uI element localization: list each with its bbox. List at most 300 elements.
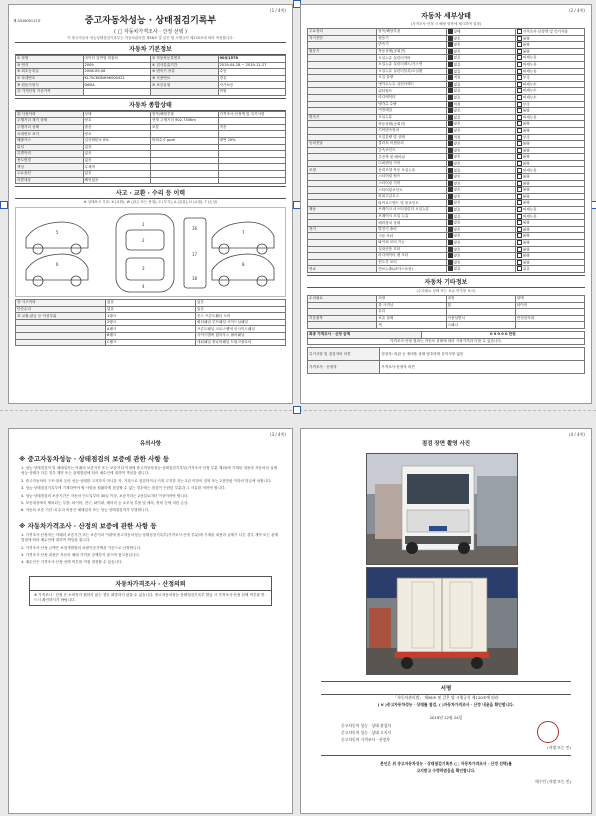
table-row (308, 213, 585, 220)
table-cell: 변속기 (377, 42, 446, 49)
table-cell: 변속기 (308, 114, 377, 121)
table-cell: 양호 (83, 131, 151, 138)
checkbox-icon (517, 220, 522, 225)
table-row (308, 55, 585, 62)
table-row (308, 88, 585, 95)
checkbox-icon (517, 49, 522, 54)
table-cell: 불량 (515, 253, 584, 260)
symbol-note: ※ 상태표시 부호: X (교환), W (판금 또는 용접), C (부식), A (흠집), U (요철), T (손상) (83, 200, 218, 205)
section-basic-info: 자동차 기본정보 (15, 42, 286, 55)
table-row (308, 266, 585, 273)
table-row (308, 114, 585, 121)
table-cell: 자가보증 (218, 82, 286, 89)
table-cell: 2009 (83, 62, 151, 69)
table-cell (218, 157, 286, 164)
checkbox-icon (517, 161, 522, 166)
notice-paragraph: 3. 성능·상태점검기록부에 기재하여야 할 사항을 원활하게 점검할 수 없는 경우에는 점검이 곤란한 부분과 그 사유를 적어야 합니다. (21, 486, 226, 491)
table-cell: 불량 (515, 226, 584, 233)
diagram-label: 18 (192, 276, 198, 282)
table-row (16, 326, 286, 333)
table-cell (308, 75, 377, 82)
table-cell: 있음 (196, 300, 286, 307)
final-amount-label: 최종 가격조사 · 산정 금액 (308, 331, 422, 338)
etc-note: (수리필요 상태 또는 보유 여부를 표시) (416, 288, 476, 293)
table-cell: ⑭ 교환,판금 등 이상부위 (16, 313, 106, 320)
table-cell: 발전기 출력 (377, 226, 446, 233)
checkbox-icon (448, 161, 453, 166)
checkbox-icon (448, 29, 453, 34)
table-cell: 기어변속장치 (377, 127, 446, 134)
table-cell: 작동상태(공회전) (377, 121, 446, 128)
table-cell: 특별이력 (16, 151, 84, 158)
inspector-text: 점검자: 외관 등 정비품 상태 양호하며 특이사항 없음 (380, 348, 585, 361)
table-cell: ⑬ 사고이력 (16, 300, 106, 307)
table-cell: 없음 (106, 300, 196, 307)
table-cell: 없음 (446, 114, 515, 121)
investigator-label: 가격조사 · 산정자 (308, 361, 380, 374)
table-cell: 리콜대상 (16, 177, 84, 184)
table-cell: 휠 (446, 302, 515, 309)
notice-paragraph: 3. 가격조사·산정 내용은 자동차 매매 가격을 강제하지 않으며 참고용입니다. (21, 553, 140, 558)
table-row (308, 68, 585, 75)
document-subtitle: ( □ 자동차가격조사 · 산정 선택 ) (114, 29, 187, 35)
table-cell: 와이퍼 모터 기능 (377, 240, 446, 247)
table-cell: 사이드멤버 휠하우스 필러패널 (196, 333, 286, 340)
car-outline-svg (16, 208, 285, 296)
table-cell: 제동 (308, 207, 377, 214)
notice-paragraph: 6. 자동차 보증 기간 내 수리 비용은 매매업자 또는 성능·상태점검자가 부담합니다. (21, 508, 150, 513)
table-cell: 단순수리 (16, 306, 106, 313)
table-cell (308, 322, 377, 329)
table-cell (308, 213, 377, 220)
table-cell (308, 187, 377, 194)
table-cell: 원동기 (308, 48, 377, 55)
table-cell: ⑥ 변속기 종류 (151, 69, 219, 76)
table-cell (446, 309, 515, 316)
table-cell: 미세누유 (515, 213, 584, 220)
seal-stamp (537, 721, 559, 743)
page-number: (4 / 4쪽) (569, 432, 585, 437)
signature-date: 2019년 12월 24일 (429, 715, 463, 720)
table-cell: 무채색 (83, 164, 151, 171)
checkbox-icon (448, 233, 453, 238)
diagram-label: 3 (142, 266, 145, 272)
table-cell (308, 240, 377, 247)
table-cell: 적정 (446, 101, 515, 108)
table-cell: 연료 (308, 266, 377, 273)
table-cell: 양호 (446, 226, 515, 233)
checkbox-icon (448, 194, 453, 199)
table-cell: 스패너 (446, 322, 515, 329)
table-cell: D6DA (83, 82, 151, 89)
table-cell: ⑪ 가격산정 기준가격 (16, 88, 84, 95)
table-row (308, 200, 585, 207)
checkbox-icon (517, 181, 522, 186)
table-cell: ④ 검사유효기간 (151, 62, 219, 69)
detail-note: (가격조사·산정 시 해당 항목에 체크하여 결정) (410, 22, 482, 26)
checkbox-icon (448, 141, 453, 146)
table-cell: 없음 (83, 144, 151, 151)
checkbox-icon (517, 227, 522, 232)
final-amount-value: 0 0 0 0 0 만원 (421, 331, 584, 338)
table-cell: 없음 (83, 151, 151, 158)
table-cell: 양호 (446, 187, 515, 194)
table-cell: 경유 (218, 75, 286, 82)
table-cell: 원동기 (377, 35, 446, 42)
table-cell (308, 246, 377, 253)
checkbox-icon (517, 88, 522, 93)
table-cell: ① 차명 (16, 56, 84, 63)
checkbox-icon (448, 154, 453, 159)
table-cell: C랭크 (106, 339, 196, 346)
table-cell: 불량 (515, 42, 584, 49)
table-cell: 내장 (446, 295, 515, 302)
table-cell: 상태 (83, 111, 151, 118)
table-row (308, 167, 585, 174)
table-cell: 양호 (446, 180, 515, 187)
table-cell: 오일누유 실린더블록/오일팬 (377, 68, 446, 75)
final-amount-table (307, 331, 585, 345)
table-cell (308, 88, 377, 95)
table-cell: 주행거리 계기 상태 (16, 118, 84, 125)
table-cell (515, 309, 584, 316)
table-cell (16, 339, 106, 346)
table-row (308, 309, 585, 316)
checkbox-icon (448, 220, 453, 225)
table-cell: 부족 (515, 101, 584, 108)
checkbox-icon (448, 174, 453, 179)
table-cell: 스티어링 기어 (377, 180, 446, 187)
table-cell: 조향 (308, 167, 377, 174)
table-cell: 추진축 및 베어링 (377, 154, 446, 161)
diagram-label: 2 (142, 238, 145, 244)
table-cell: 불량 (515, 187, 584, 194)
table-cell: 없음 (106, 306, 196, 313)
checkbox-icon (517, 62, 522, 67)
table-cell (308, 180, 377, 187)
table-cell: 룸 크리닝 (377, 302, 446, 309)
opinion-table (307, 347, 585, 374)
table-cell (308, 127, 377, 134)
checkbox-icon (517, 42, 522, 47)
document-note: 이 중고자동차 성능상태점검기록부는 자동차관리법 제58조 및 같은 법 시행규칙 제120조에 따라 작성합니다. (67, 36, 234, 40)
notice-price-title: ※ 자동차가격조사 · 산정의 보증에 관한 사항 등 (19, 521, 157, 530)
table-cell: 양호 (446, 127, 515, 134)
table-cell: 탄화수소 ppm (151, 137, 219, 144)
table-cell: 불량 (515, 193, 584, 200)
total-status-table (15, 111, 286, 185)
checkbox-icon (448, 207, 453, 212)
photo-header: 점검 장면 촬영 사진 (421, 441, 471, 447)
truck-front-photo (366, 453, 518, 565)
checkbox-icon (448, 36, 453, 41)
page-number: (2 / 4쪽) (569, 8, 585, 13)
table-cell: 후드 프론트휀더 도어 (196, 313, 286, 320)
checkbox-icon (517, 135, 522, 140)
table-cell: 양호 (446, 141, 515, 148)
table-cell: 일산화탄소 0% (83, 137, 151, 144)
checkbox-icon (517, 141, 522, 146)
checkbox-icon (448, 42, 453, 47)
table-cell (16, 326, 106, 333)
table-cell: 클러치 어셈블리 (377, 141, 446, 148)
table-cell: 불량 (515, 180, 584, 187)
detail-table (307, 28, 585, 273)
checkbox-icon (517, 168, 522, 173)
table-cell: 대쉬패널 플로어패널 트렁크플로어 (196, 339, 286, 346)
diagram-label: 4 (142, 284, 145, 290)
table-cell: 없음 (446, 213, 515, 220)
checkbox-icon (517, 75, 522, 80)
table-cell: 윈도우 모터 (377, 259, 446, 266)
checkbox-icon (448, 260, 453, 265)
table-cell: 양호 (446, 259, 515, 266)
checkbox-icon (517, 207, 522, 212)
accident-table (15, 299, 286, 346)
table-cell: 불량 (515, 246, 584, 253)
notice-paragraph: 1. 성능·상태점검자 및 매매업자는 아래의 보증기간 또는 보증거리 이내에 중고자동차성능·상태점검기록부(가격조사·산정 부분 제외)에 기재된 내용과 자동차의 실제 성능·상태가 다른 경우 계약 또는 관계법령에 따라 매수인에 대하여 책임을 집니다. (21, 466, 277, 476)
table-row (16, 306, 286, 313)
checkbox-icon (517, 247, 522, 252)
table-cell (308, 55, 377, 62)
table-cell: 없음 (446, 88, 515, 95)
signature-title: 서명 (321, 681, 571, 695)
table-cell: 오일누유 실린더커버 (377, 55, 446, 62)
table-cell: 불량 (515, 160, 584, 167)
table-row (16, 111, 286, 118)
notice-paragraph: 4. 매수인은 가격조사·산정 선택 여부를 직접 결정할 수 있습니다. (21, 560, 123, 565)
table-cell: 동력전달 (308, 141, 377, 148)
table-cell (218, 131, 286, 138)
table-cell: 불량 (515, 220, 584, 227)
signature-or-seal: (서명 또는 인) (547, 745, 571, 750)
table-row (308, 42, 585, 49)
checkbox-icon (448, 108, 453, 113)
table-row (308, 108, 585, 115)
diagram-label: 5 (56, 230, 59, 236)
table-cell (16, 319, 106, 326)
table-cell: 냉각수누수 실린더헤드 (377, 81, 446, 88)
table-cell: 스티어링조인트 (377, 187, 446, 194)
table-cell: 없음 (446, 167, 515, 174)
table-cell (151, 164, 219, 171)
table-row (308, 94, 585, 101)
checkbox-icon (448, 200, 453, 205)
table-cell: 배출가스 (16, 137, 84, 144)
table-row (308, 154, 585, 161)
table-cell: 2008-09-08 (83, 69, 151, 76)
resize-handle-left[interactable] (0, 201, 8, 209)
truck-rear-photo (366, 567, 518, 675)
notice-paragraph: 2. 가격조사·산정 금액은 보험개발원의 차량기준가액을 기준으로 산정합니다. (21, 545, 142, 550)
notice-price-body (9, 533, 292, 566)
table-cell (218, 164, 286, 171)
etc-table (307, 295, 585, 329)
buyer-sign: 매수인 (서명 또는 인) (535, 779, 571, 784)
table-row (308, 207, 585, 214)
table-cell: 동력조향 작동 오일누유 (377, 167, 446, 174)
table-cell: 사용설명서 (446, 315, 515, 322)
table-cell: 없음 (446, 207, 515, 214)
checkbox-icon (448, 214, 453, 219)
table-cell: ⑩ 보증유형 (151, 82, 219, 89)
checkbox-icon (517, 154, 522, 159)
table-cell (218, 151, 286, 158)
table-cell (308, 309, 377, 316)
table-cell: 적정 (446, 75, 515, 82)
notice-paragraph: 1. 가격조사·산정자는 아래의 보증기간 또는 보증거리 이내에 중고자동차성능·상태점검기록부(가격조사·산정 부분)에 기재된 내용과 실제가 다른 경우 계약 또는 관계법령에 따라 매수인에 대하여 책임을 집니다. (21, 532, 279, 543)
table-cell (308, 134, 377, 141)
table-cell: ⑧ 사용연료 (151, 75, 219, 82)
page-number: (1 / 4쪽) (270, 8, 286, 13)
table-cell (308, 253, 377, 260)
diagram-label: 1 (142, 222, 145, 228)
checkbox-icon (517, 69, 522, 74)
table-cell (308, 121, 377, 128)
table-cell: 양호 (446, 253, 515, 260)
table-cell: 색상 (16, 164, 84, 171)
table-cell: 미세누수 (515, 81, 584, 88)
table-cell: 기본품목 (308, 315, 377, 322)
table-row (308, 35, 585, 42)
table-cell: ③ 연식 (16, 62, 84, 69)
etc-info-title: 자동차 기타정보 (307, 275, 585, 288)
table-cell (308, 42, 377, 49)
page-2 (300, 4, 592, 404)
buyer-confirm-text-1: 본인은 위 중고자동차성능 · 상태점검기록부 (□ 자동차가격조사 · 산정 선택)를 (380, 761, 512, 766)
table-cell: 주요옵션 (16, 170, 84, 177)
table-cell: 보유 상태 (377, 315, 446, 322)
table-cell: 불량 (515, 121, 584, 128)
checkbox-icon (517, 115, 522, 120)
checkbox-icon (517, 240, 522, 245)
table-cell (218, 118, 286, 125)
diagram-label: 6 (56, 262, 59, 268)
table-cell: 오일누유 실린더헤드/가스켓 (377, 61, 446, 68)
table-cell (308, 81, 377, 88)
car-diagram (15, 207, 286, 297)
table-cell: 라디에이터 (377, 94, 446, 101)
table-row (308, 147, 585, 154)
table-cell: 없음 (446, 94, 515, 101)
table-cell: B랭크 (106, 333, 196, 340)
notice-paragraph: 2. 중고자동차의 구조·장치 등의 성능·상태를 고지하지 아니한 자, 거짓으로 점검하거나 거짓 고지한 자는 2년 이하의 징역 또는 2천만원 이하의 벌금에 처합니다. (21, 478, 272, 483)
table-cell: ⑨ 원동기형식 (16, 82, 84, 89)
checkbox-icon (517, 200, 522, 205)
table-row (308, 61, 585, 68)
table-cell: A랭크 (106, 326, 196, 333)
table-cell: 쿼터패널 루프패널 사이드실패널 (196, 319, 286, 326)
table-cell (151, 157, 219, 164)
table-cell (308, 147, 377, 154)
table-cell (151, 177, 219, 184)
table-cell: 양호 (83, 118, 151, 125)
diagram-label: 17 (192, 252, 198, 258)
basic-info-table (15, 55, 286, 96)
checkbox-icon (448, 168, 453, 173)
notice-performance-title: ※ 중고자동차성능 · 상태점검의 보증에 관한 사항 등 (19, 455, 170, 463)
table-cell (308, 200, 377, 207)
checkbox-icon (517, 194, 522, 199)
signature-divider (321, 755, 571, 756)
table-cell (218, 170, 286, 177)
table-cell: 브레이크 오일 누유 (377, 213, 446, 220)
section-accident: 사고 · 교환 · 수리 등 이력 (15, 186, 286, 199)
table-cell: 주행거리 상태 (16, 124, 84, 131)
table-row (308, 160, 585, 167)
table-row (308, 127, 585, 134)
table-cell (308, 302, 377, 309)
table-cell: 미세누유 (515, 167, 584, 174)
table-row (308, 174, 585, 181)
checkbox-icon (448, 88, 453, 93)
table-cell: 2019-04-28 ~ 2019-11-27 (218, 62, 286, 69)
table-cell: 없음 (83, 170, 151, 177)
table-row (16, 177, 286, 184)
table-cell: 불량 (515, 200, 584, 207)
table-cell (16, 333, 106, 340)
table-cell: ⑤ 최초등록일 (16, 69, 84, 76)
table-cell: 디퍼렌셜 기어 (377, 160, 446, 167)
checkbox-icon (448, 181, 453, 186)
table-cell: 수동 (218, 69, 286, 76)
table-cell: 항목/해당부품 (151, 111, 219, 118)
table-cell: 해당없음 (83, 177, 151, 184)
table-cell (515, 322, 584, 329)
table-row (16, 313, 286, 320)
checkbox-icon (448, 240, 453, 245)
diagram-label: 7 (242, 230, 245, 236)
signature-law-text: 「자동차관리법」 제58조 및 같은 법 시행규칙 제120조에 따라 (393, 695, 499, 700)
table-row (16, 300, 286, 307)
table-cell: ⑫ 사용이력 (16, 111, 84, 118)
table-cell: 연료누출(LP가스포함) (377, 266, 446, 273)
table-cell (151, 144, 219, 151)
table-cell (308, 94, 377, 101)
section-total-status: 자동차 종합상태 (15, 98, 286, 111)
checkbox-icon (517, 95, 522, 100)
table-cell: 냉각수 수량 (377, 101, 446, 108)
table-row (16, 144, 286, 151)
table-cell: 매연 20% (218, 137, 286, 144)
checkbox-icon (517, 187, 522, 192)
table-cell: 등속조인트 (377, 147, 446, 154)
resize-handle-bottom[interactable] (293, 406, 301, 414)
table-row (308, 101, 585, 108)
table-row (16, 75, 286, 82)
table-row (308, 226, 585, 233)
table-row (308, 141, 585, 148)
checkbox-icon (517, 82, 522, 87)
table-cell: 가격조사·산정액 및 특기사항 (218, 111, 286, 118)
table-cell: 스티어링 펌프 (377, 174, 446, 181)
table-cell: 불량 (515, 127, 584, 134)
table-cell: 라디에이터 팬 모터 (377, 253, 446, 260)
table-cell: 양호 (446, 35, 515, 42)
table-cell: 브레이크 마스터실린더 오일누유 (377, 207, 446, 214)
table-row (308, 246, 585, 253)
table-row (16, 69, 286, 76)
table-cell: 부족 (515, 134, 584, 141)
table-cell: 상태 (446, 29, 515, 36)
document-title: 중고자동차성능 · 상태점검기록부 (84, 16, 217, 26)
table-cell (308, 233, 377, 240)
table-row (308, 302, 585, 309)
table-cell: 불량 (515, 174, 584, 181)
table-cell: 현재 주행거리 902,730Km (151, 118, 219, 125)
checkbox-icon (517, 121, 522, 126)
table-cell: 적음 (218, 124, 286, 131)
